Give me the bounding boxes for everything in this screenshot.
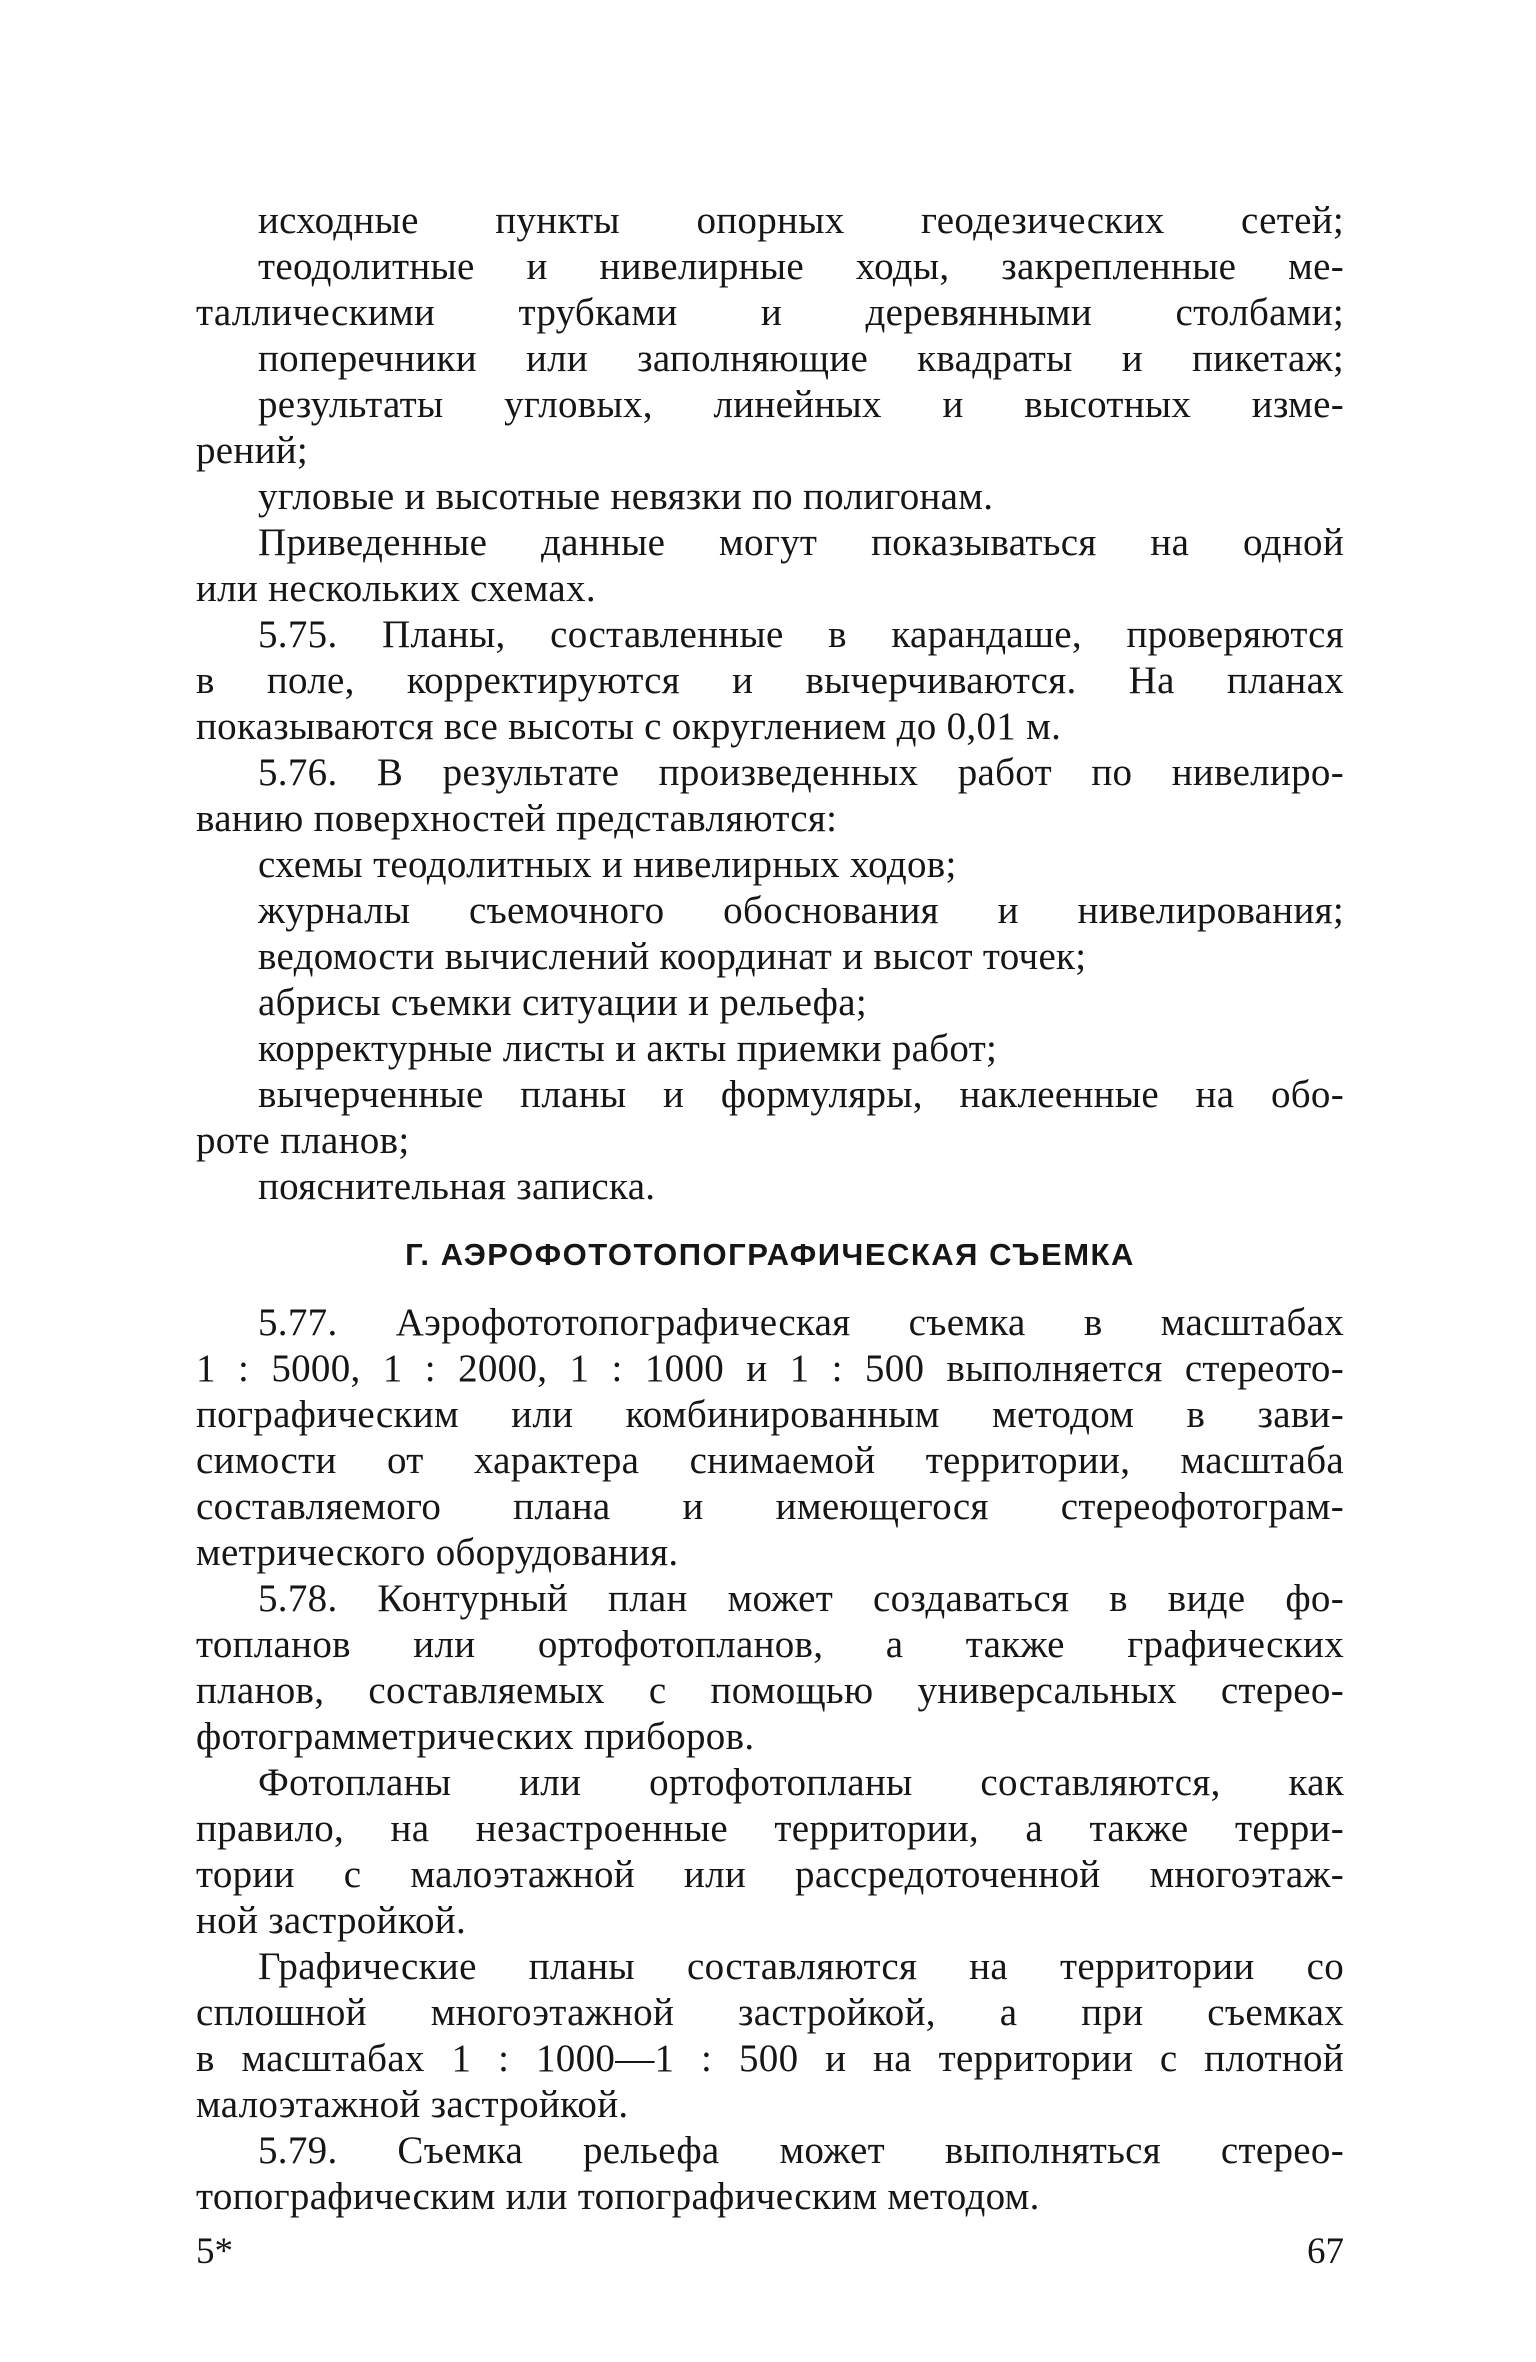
text-line: топланов или ортофотопланов, а также графических (196, 1623, 1344, 1666)
text-line: журналы съемочного обоснования и нивелирования; (258, 889, 1344, 932)
text-line: результаты угловых, линейных и высотных изме- (258, 383, 1344, 426)
text-line: правило, на незастроенные территории, а также терри- (196, 1807, 1344, 1850)
text-line: ведомости вычислений координат и высот точек; (258, 935, 1087, 978)
text-line: 1 : 5000, 1 : 2000, 1 : 1000 и 1 : 500 выполняется стереото- (196, 1347, 1344, 1390)
text-line: метрического оборудования. (196, 1531, 679, 1574)
text-line: поперечники или заполняющие квадраты и пикетаж; (258, 337, 1344, 380)
text-line: теодолитные и нивелирные ходы, закрепленные ме- (258, 245, 1344, 288)
text-line: пографическим или комбинированным методом в зави- (196, 1393, 1344, 1436)
text-line: фотограмметрических приборов. (196, 1715, 755, 1758)
text-line: таллическими трубками и деревянными столбами; (196, 291, 1344, 334)
text-line: Графические планы составляются на территории со (258, 1945, 1344, 1988)
text-line: тории с малоэтажной или рассредоточенной многоэтаж- (196, 1853, 1344, 1896)
text-line: вычерченные планы и формуляры, наклеенные на обо- (258, 1073, 1344, 1116)
text-line: Приведенные данные могут показываться на одной (258, 521, 1344, 564)
text-line: угловые и высотные невязки по полигонам. (258, 475, 994, 518)
text-line: в масштабах 1 : 1000—1 : 500 и на территории с плотной (196, 2037, 1344, 2080)
text-line: ной застройкой. (196, 1899, 466, 1942)
text-line: топографическим или топографическим методом. (196, 2175, 1040, 2218)
text-line: 5.76. В результате произведенных работ по нивелиро- (258, 751, 1344, 794)
section-heading: Г. АЭРОФОТОТОПОГРАФИЧЕСКАЯ СЪЕМКА (405, 1237, 1135, 1272)
text-line: сплошной многоэтажной застройкой, а при съемках (196, 1991, 1344, 2034)
text-line: 5.78. Контурный план может создаваться в виде фо- (258, 1577, 1344, 1620)
text-line: 5.75. Планы, составленные в карандаше, проверяются (258, 613, 1344, 656)
text-line: Фотопланы или ортофотопланы составляются, как (258, 1761, 1344, 1804)
signature-mark: 5* (196, 2231, 233, 2272)
text-line: планов, составляемых с помощью универсальных стерео- (196, 1669, 1344, 1712)
text-line: корректурные листы и акты приемки работ; (258, 1027, 998, 1070)
text-line: роте планов; (196, 1119, 410, 1162)
text-line: ванию поверхностей представляются: (196, 797, 838, 840)
text-line: 5.77. Аэрофототопографическая съемка в масштабах (258, 1301, 1344, 1344)
text-line: рений; (196, 429, 309, 472)
text-line: показываются все высоты с округлением до 0,01 м. (196, 705, 1062, 748)
page-number: 67 (1307, 2231, 1344, 2272)
text-line: исходные пункты опорных геодезических сетей; (258, 199, 1344, 242)
text-line: в поле, корректируются и вычерчиваются. На планах (196, 659, 1344, 702)
text-line: 5.79. Съемка рельефа может выполняться стерео- (258, 2129, 1344, 2172)
text-line: или нескольких схемах. (196, 567, 596, 610)
text-line: схемы теодолитных и нивелирных ходов; (258, 843, 957, 886)
text-line: симости от характера снимаемой территории, масштаба (196, 1439, 1344, 1482)
text-line: пояснительная записка. (258, 1165, 656, 1208)
text-line: составляемого плана и имеющегося стереофотограм- (196, 1485, 1344, 1528)
text-line: малоэтажной застройкой. (196, 2083, 629, 2126)
text-line: абрисы съемки ситуации и рельефа; (258, 981, 867, 1024)
